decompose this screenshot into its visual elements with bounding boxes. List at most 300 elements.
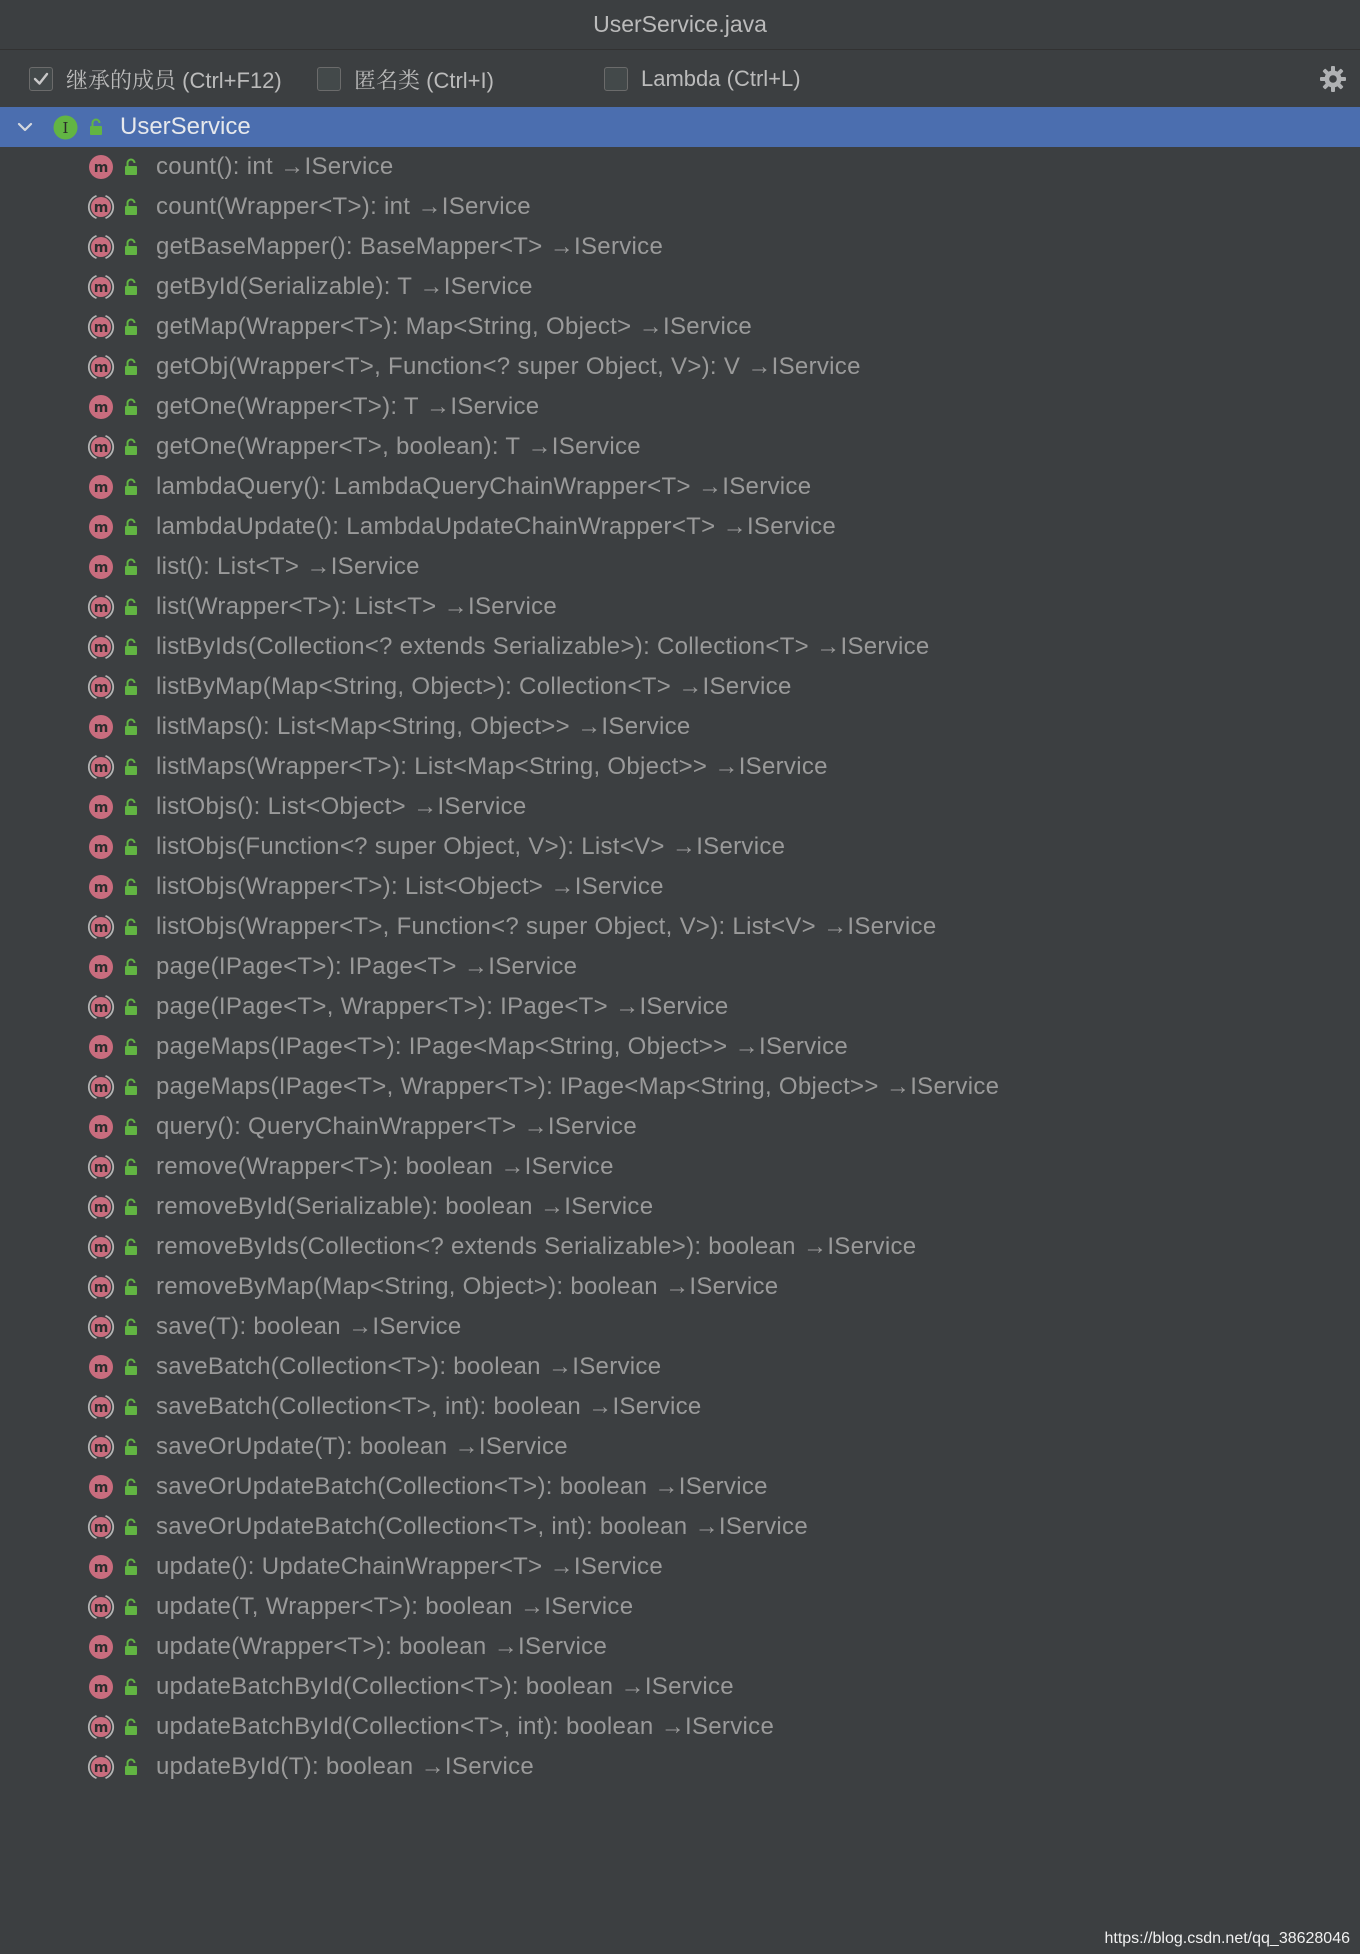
svg-text:m: m	[93, 840, 109, 856]
public-lock-icon	[123, 718, 139, 741]
tree-row-root[interactable]	[0, 107, 1360, 147]
member-origin: →IService	[803, 1233, 917, 1260]
public-lock-icon	[123, 1118, 139, 1141]
svg-text:m: m	[93, 240, 109, 256]
member-label	[156, 1747, 534, 1787]
member-label	[156, 987, 729, 1027]
abstract-method-icon	[87, 1313, 115, 1341]
tree-row-member[interactable]	[0, 467, 1360, 507]
public-lock-icon	[123, 1678, 139, 1701]
public-lock-icon	[123, 1158, 139, 1181]
member-label	[156, 1547, 663, 1587]
member-origin: →IService	[665, 1273, 779, 1300]
public-lock-icon	[123, 1278, 139, 1301]
member-list	[0, 147, 1360, 1787]
member-label	[156, 587, 557, 627]
member-signature: removeByMap(Map<String, Object>): boolean	[156, 1273, 658, 1300]
public-lock-icon	[123, 998, 139, 1021]
member-signature: updateById(T): boolean	[156, 1753, 414, 1780]
tree-row-member[interactable]	[0, 347, 1360, 387]
member-origin: →IService	[549, 1553, 664, 1580]
svg-text:m: m	[93, 440, 109, 456]
member-label	[156, 1507, 808, 1547]
member-signature: listObjs(): List<Object>	[156, 793, 406, 820]
abstract-method-icon	[87, 233, 115, 261]
svg-text:m: m	[93, 1560, 109, 1576]
tree-row-member[interactable]	[0, 267, 1360, 307]
tree-row-member[interactable]	[0, 1387, 1360, 1427]
svg-text:I: I	[62, 119, 69, 137]
member-signature: update(): UpdateChainWrapper<T>	[156, 1553, 543, 1580]
member-label	[156, 347, 861, 387]
abstract-method-icon	[87, 433, 115, 461]
abstract-method-icon	[87, 913, 115, 941]
member-label	[156, 547, 420, 587]
public-lock-icon	[123, 1638, 139, 1661]
method-icon	[87, 1113, 115, 1141]
anonymous-classes-checkbox[interactable]	[317, 67, 341, 91]
member-origin: →IService	[550, 873, 664, 900]
watermark-text: https://blog.csdn.net/qq_38628046	[1104, 1930, 1350, 1947]
abstract-method-icon	[87, 753, 115, 781]
tree-row-member[interactable]	[0, 387, 1360, 427]
member-label	[156, 1467, 768, 1507]
svg-text:m: m	[93, 320, 109, 336]
svg-text:m: m	[93, 1080, 109, 1096]
member-label	[156, 467, 811, 507]
member-origin: →IService	[306, 553, 420, 580]
svg-text:m: m	[93, 1480, 109, 1496]
member-signature: getObj(Wrapper<T>, Function<? super Object, V>): V	[156, 353, 741, 380]
tree-row-member[interactable]	[0, 1307, 1360, 1347]
tree-row-member[interactable]	[0, 787, 1360, 827]
option-lambdas[interactable]	[604, 66, 801, 92]
svg-text:m: m	[93, 1600, 109, 1616]
method-icon	[87, 513, 115, 541]
member-signature: save(T): boolean	[156, 1313, 341, 1340]
method-icon	[87, 953, 115, 981]
member-label	[156, 427, 641, 467]
member-label	[156, 1107, 637, 1147]
member-origin: →IService	[463, 953, 578, 980]
member-signature: count(): int	[156, 153, 273, 180]
tree-row-member[interactable]	[0, 1707, 1360, 1747]
public-lock-icon	[123, 358, 139, 381]
public-lock-icon	[123, 878, 139, 901]
member-signature: update(Wrapper<T>): boolean	[156, 1633, 487, 1660]
abstract-method-icon	[87, 1393, 115, 1421]
member-signature: removeByIds(Collection<? extends Serializable>): boolean	[156, 1233, 796, 1260]
method-icon	[87, 393, 115, 421]
member-signature: listMaps(Wrapper<T>): List<Map<String, Object>>	[156, 753, 708, 780]
abstract-method-icon	[87, 1433, 115, 1461]
abstract-method-icon	[87, 1073, 115, 1101]
member-signature: lambdaQuery(): LambdaQueryChainWrapper<T>	[156, 473, 691, 500]
lambdas-checkbox[interactable]	[604, 67, 628, 91]
tree-row-member[interactable]	[0, 667, 1360, 707]
method-icon	[87, 1673, 115, 1701]
chevron-down-icon[interactable]	[14, 116, 36, 138]
tree-row-member[interactable]	[0, 1507, 1360, 1547]
method-icon	[87, 153, 115, 181]
member-origin: →IService	[500, 1153, 614, 1180]
tree-row-member[interactable]	[0, 827, 1360, 867]
abstract-method-icon	[87, 353, 115, 381]
public-lock-icon	[123, 1358, 139, 1381]
svg-text:m: m	[93, 1400, 109, 1416]
method-icon	[87, 1353, 115, 1381]
abstract-method-icon	[87, 1513, 115, 1541]
public-lock-icon	[123, 798, 139, 821]
svg-text:m: m	[93, 800, 109, 816]
member-signature: listByIds(Collection<? extends Serializable>): Collection<T>	[156, 633, 809, 660]
member-origin: →IService	[549, 233, 664, 260]
member-signature: count(Wrapper<T>): int	[156, 193, 411, 220]
svg-text:m: m	[93, 760, 109, 776]
tree-row-member[interactable]	[0, 1147, 1360, 1187]
svg-text:m: m	[93, 1280, 109, 1296]
member-signature: saveOrUpdate(T): boolean	[156, 1433, 448, 1460]
member-label	[156, 1707, 774, 1747]
member-signature: getOne(Wrapper<T>, boolean): T	[156, 433, 521, 460]
member-origin: →IService	[577, 713, 691, 740]
public-lock-icon	[123, 1478, 139, 1501]
tree-row-member[interactable]	[0, 1027, 1360, 1067]
public-lock-icon	[123, 518, 139, 541]
member-origin: →IService	[443, 593, 558, 620]
public-lock-icon	[123, 918, 139, 941]
member-label	[156, 787, 527, 827]
member-signature: getBaseMapper(): BaseMapper<T>	[156, 233, 543, 260]
tree-row-member[interactable]	[0, 747, 1360, 787]
member-origin: →IService	[694, 1513, 809, 1540]
abstract-method-icon	[87, 1753, 115, 1781]
member-origin: →IService	[527, 433, 641, 460]
abstract-method-icon	[87, 273, 115, 301]
public-lock-icon	[123, 958, 139, 981]
svg-text:m: m	[93, 360, 109, 376]
svg-text:m: m	[93, 1440, 109, 1456]
member-origin: →IService	[539, 1193, 654, 1220]
svg-text:m: m	[93, 640, 109, 656]
member-origin: →IService	[620, 1673, 734, 1700]
member-origin: →IService	[654, 1473, 768, 1500]
tree-row-member[interactable]	[0, 507, 1360, 547]
abstract-method-icon	[87, 193, 115, 221]
member-signature: saveBatch(Collection<T>): boolean	[156, 1353, 541, 1380]
public-lock-icon	[123, 638, 139, 661]
member-signature: listByMap(Map<String, Object>): Collection<T>	[156, 673, 672, 700]
svg-text:m: m	[93, 1360, 109, 1376]
tree-row-member[interactable]	[0, 427, 1360, 467]
member-origin: →IService	[523, 1113, 637, 1140]
public-lock-icon	[123, 1078, 139, 1101]
member-signature: update(T, Wrapper<T>): boolean	[156, 1593, 513, 1620]
public-lock-icon	[123, 478, 139, 501]
tree-row-member[interactable]	[0, 987, 1360, 1027]
method-icon	[87, 1633, 115, 1661]
member-label	[156, 267, 533, 307]
public-lock-icon	[123, 1758, 139, 1781]
member-signature: listObjs(Wrapper<T>): List<Object>	[156, 873, 544, 900]
option-inherited-members[interactable]	[29, 66, 282, 92]
member-signature: list(Wrapper<T>): List<T>	[156, 593, 437, 620]
lambdas-label[interactable]: Lambda (Ctrl+L)	[641, 66, 801, 91]
svg-text:m: m	[93, 160, 109, 176]
public-lock-icon	[123, 238, 139, 261]
member-signature: listObjs(Wrapper<T>, Function<? super Object, V>): List<V>	[156, 913, 816, 940]
abstract-method-icon	[87, 633, 115, 661]
svg-text:m: m	[93, 1520, 109, 1536]
tree-row-member[interactable]	[0, 1347, 1360, 1387]
svg-text:m: m	[93, 680, 109, 696]
public-lock-icon	[123, 278, 139, 301]
member-label	[156, 1027, 848, 1067]
member-origin: →IService	[678, 673, 792, 700]
member-label	[156, 147, 394, 187]
member-label	[156, 1627, 607, 1667]
abstract-method-icon	[87, 1273, 115, 1301]
member-label	[156, 1667, 734, 1707]
member-origin: →IService	[454, 1433, 568, 1460]
inherited-members-checkbox[interactable]	[29, 67, 53, 91]
member-origin: →IService	[417, 193, 531, 220]
member-label	[156, 1067, 999, 1107]
svg-text:m: m	[93, 1160, 109, 1176]
svg-text:m: m	[93, 920, 109, 936]
abstract-method-icon	[87, 993, 115, 1021]
svg-text:m: m	[93, 520, 109, 536]
method-icon	[87, 833, 115, 861]
member-origin: →IService	[747, 353, 861, 380]
public-lock-icon	[123, 1198, 139, 1221]
svg-text:m: m	[93, 280, 109, 296]
svg-text:m: m	[93, 1200, 109, 1216]
tree-row-member[interactable]	[0, 307, 1360, 347]
window-title-bar	[0, 0, 1360, 50]
tree-row-member[interactable]	[0, 1267, 1360, 1307]
public-lock-icon	[123, 1718, 139, 1741]
method-icon	[87, 473, 115, 501]
tree-row-member[interactable]	[0, 147, 1360, 187]
abstract-method-icon	[87, 1713, 115, 1741]
method-icon	[87, 1553, 115, 1581]
member-signature: page(IPage<T>): IPage<T>	[156, 953, 457, 980]
public-lock-icon	[123, 1558, 139, 1581]
member-origin: →IService	[519, 1593, 634, 1620]
public-lock-icon	[123, 158, 139, 181]
svg-text:m: m	[93, 720, 109, 736]
abstract-method-icon	[87, 1193, 115, 1221]
member-label	[156, 747, 828, 787]
member-label	[156, 867, 664, 907]
member-origin: →IService	[588, 1393, 702, 1420]
member-origin: →IService	[714, 753, 828, 780]
tree-row-member[interactable]	[0, 1467, 1360, 1507]
member-origin: →IService	[697, 473, 812, 500]
root-node-label: UserService	[120, 113, 251, 140]
svg-text:m: m	[93, 600, 109, 616]
member-signature: pageMaps(IPage<T>): IPage<Map<String, Object>>	[156, 1033, 728, 1060]
tree-row-member[interactable]	[0, 1667, 1360, 1707]
member-signature: page(IPage<T>, Wrapper<T>): IPage<T>	[156, 993, 608, 1020]
member-label	[156, 907, 937, 947]
method-icon	[87, 1473, 115, 1501]
member-origin: →IService	[413, 793, 527, 820]
window-title: UserService.java	[593, 11, 767, 37]
public-lock-icon	[123, 598, 139, 621]
member-label	[156, 1147, 614, 1187]
public-lock-icon	[123, 438, 139, 461]
member-signature: getMap(Wrapper<T>): Map<String, Object>	[156, 313, 632, 340]
public-lock-icon	[88, 118, 104, 141]
gear-icon[interactable]	[1318, 64, 1348, 94]
member-signature: list(): List<T>	[156, 553, 300, 580]
member-signature: getById(Serializable): T	[156, 273, 413, 300]
member-origin: →IService	[638, 313, 753, 340]
member-label	[156, 707, 691, 747]
tree-row-member[interactable]	[0, 1627, 1360, 1667]
svg-text:m: m	[93, 1120, 109, 1136]
tree-row-member[interactable]	[0, 587, 1360, 627]
member-label	[156, 1187, 653, 1227]
abstract-method-icon	[87, 1153, 115, 1181]
option-anonymous-classes[interactable]	[317, 66, 494, 92]
public-lock-icon	[123, 398, 139, 421]
member-label	[156, 507, 836, 547]
member-origin: →IService	[280, 153, 394, 180]
tree-row-member[interactable]	[0, 1107, 1360, 1147]
member-origin: →IService	[722, 513, 837, 540]
public-lock-icon	[123, 678, 139, 701]
member-label	[156, 667, 792, 707]
member-signature: listMaps(): List<Map<String, Object>>	[156, 713, 570, 740]
member-origin: →IService	[671, 833, 786, 860]
svg-text:m: m	[93, 960, 109, 976]
member-label	[156, 827, 785, 867]
abstract-method-icon	[87, 313, 115, 341]
public-lock-icon	[123, 198, 139, 221]
interface-icon	[52, 114, 79, 141]
public-lock-icon	[123, 758, 139, 781]
tree-row-member[interactable]	[0, 227, 1360, 267]
member-label	[156, 627, 930, 667]
svg-text:m: m	[93, 1680, 109, 1696]
tree-row-member[interactable]	[0, 1187, 1360, 1227]
member-origin: →IService	[660, 1713, 775, 1740]
member-signature: query(): QueryChainWrapper<T>	[156, 1113, 517, 1140]
member-label	[156, 1267, 778, 1307]
member-label	[156, 1587, 633, 1627]
svg-text:m: m	[93, 560, 109, 576]
svg-text:m: m	[93, 200, 109, 216]
member-origin: →IService	[734, 1033, 849, 1060]
member-label	[156, 1227, 916, 1267]
tree-row-member[interactable]	[0, 1427, 1360, 1467]
tree-row-member[interactable]	[0, 707, 1360, 747]
public-lock-icon	[123, 838, 139, 861]
tree-row-member[interactable]	[0, 547, 1360, 587]
abstract-method-icon	[87, 673, 115, 701]
tree-row-member[interactable]	[0, 947, 1360, 987]
member-origin: →IService	[348, 1313, 462, 1340]
public-lock-icon	[123, 1438, 139, 1461]
member-origin: →IService	[493, 1633, 608, 1660]
member-signature: lambdaUpdate(): LambdaUpdateChainWrapper<T>	[156, 513, 716, 540]
svg-text:m: m	[93, 1320, 109, 1336]
inherited-members-label[interactable]: 继承的成员 (Ctrl+F12)	[66, 67, 282, 93]
member-origin: →IService	[816, 633, 930, 660]
public-lock-icon	[123, 318, 139, 341]
member-label	[156, 1387, 702, 1427]
member-label	[156, 187, 531, 227]
tree-row-member[interactable]	[0, 1747, 1360, 1787]
public-lock-icon	[123, 1518, 139, 1541]
tree-row-member[interactable]	[0, 627, 1360, 667]
public-lock-icon	[123, 1598, 139, 1621]
member-signature: removeById(Serializable): boolean	[156, 1193, 533, 1220]
public-lock-icon	[123, 1398, 139, 1421]
member-origin: →IService	[885, 1073, 1000, 1100]
public-lock-icon	[123, 1238, 139, 1261]
member-label	[156, 947, 577, 987]
member-label	[156, 1307, 462, 1347]
abstract-method-icon	[87, 1593, 115, 1621]
svg-text:m: m	[93, 1760, 109, 1776]
checkmark-icon	[32, 70, 50, 88]
member-signature: pageMaps(IPage<T>, Wrapper<T>): IPage<Map<String, Object>>	[156, 1073, 879, 1100]
method-icon	[87, 1033, 115, 1061]
member-signature: saveBatch(Collection<T>, int): boolean	[156, 1393, 581, 1420]
public-lock-icon	[123, 558, 139, 581]
member-label	[156, 387, 539, 427]
tree-row-member[interactable]	[0, 1547, 1360, 1587]
member-signature: updateBatchById(Collection<T>, int): boolean	[156, 1713, 654, 1740]
member-signature: updateBatchById(Collection<T>): boolean	[156, 1673, 614, 1700]
svg-text:m: m	[93, 1720, 109, 1736]
member-origin: →IService	[615, 993, 729, 1020]
member-signature: saveOrUpdateBatch(Collection<T>, int): boolean	[156, 1513, 688, 1540]
method-icon	[87, 553, 115, 581]
method-icon	[87, 713, 115, 741]
member-signature: remove(Wrapper<T>): boolean	[156, 1153, 494, 1180]
member-label	[156, 1347, 661, 1387]
member-signature: getOne(Wrapper<T>): T	[156, 393, 419, 420]
abstract-method-icon	[87, 593, 115, 621]
svg-text:m: m	[93, 1040, 109, 1056]
method-icon	[87, 873, 115, 901]
anonymous-classes-label[interactable]: 匿名类 (Ctrl+I)	[354, 67, 494, 93]
tree-row-member[interactable]	[0, 907, 1360, 947]
svg-text:m: m	[93, 1640, 109, 1656]
structure-toolbar	[0, 50, 1360, 107]
member-label	[156, 1427, 568, 1467]
svg-text:m: m	[93, 480, 109, 496]
svg-text:m: m	[93, 1240, 109, 1256]
tree-row-member[interactable]	[0, 1067, 1360, 1107]
public-lock-icon	[123, 1318, 139, 1341]
tree-row-member[interactable]	[0, 867, 1360, 907]
svg-text:m: m	[93, 880, 109, 896]
member-signature: listObjs(Function<? super Object, V>): List<V>	[156, 833, 665, 860]
tree-row-member[interactable]	[0, 187, 1360, 227]
svg-text:m: m	[93, 1000, 109, 1016]
member-label	[156, 227, 663, 267]
member-origin: →IService	[420, 1753, 535, 1780]
tree-row-member[interactable]	[0, 1587, 1360, 1627]
svg-text:m: m	[93, 400, 109, 416]
tree-row-member[interactable]	[0, 1227, 1360, 1267]
